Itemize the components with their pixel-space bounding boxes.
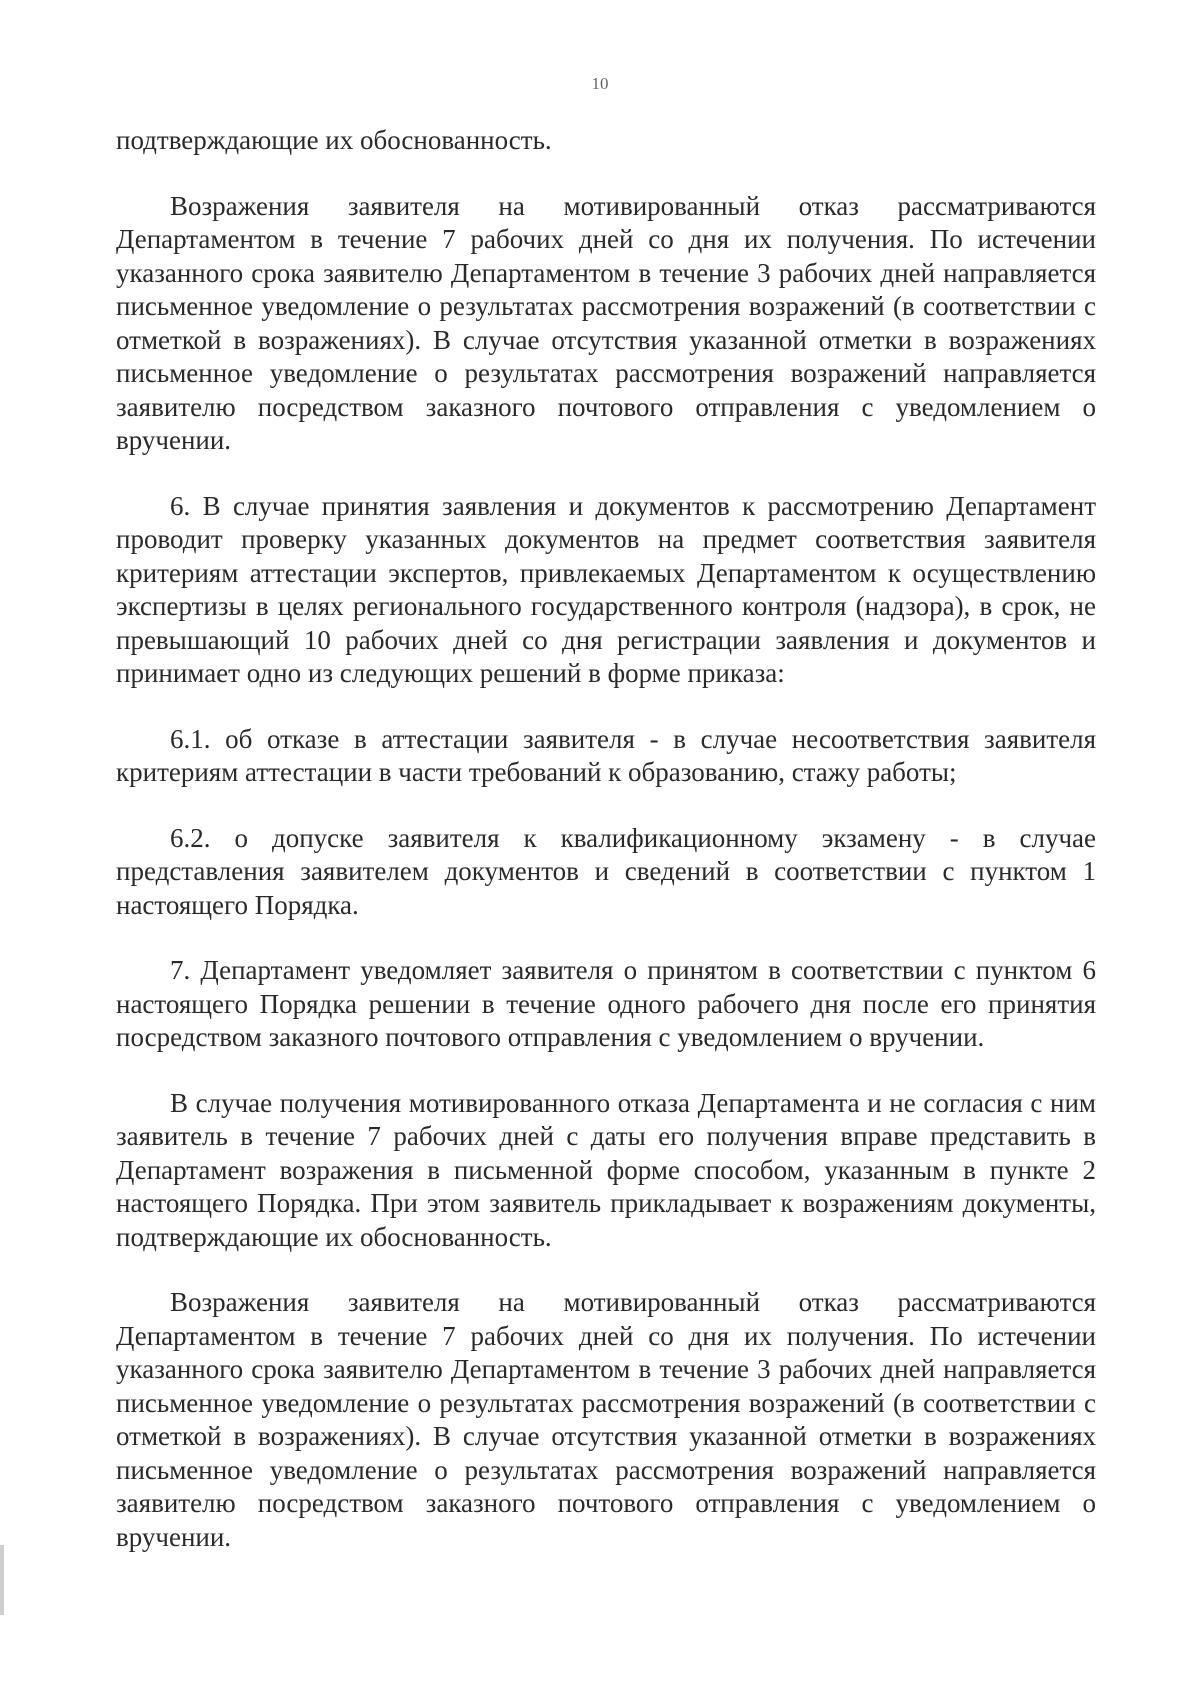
paragraph-item-7: 7. Департамент уведомляет заявителя о принятом в соответствии с пунктом 6 настоящего Порядка решении в течение одного рабочего дня после его принятия посредством заказного почтового отправления с уведомлением о вручении. bbox=[116, 955, 1096, 1052]
paragraph-refusal-objection: В случае получения мотивированного отказа Департамента и не согласия с ним заявитель в течение 7 рабочих дней с даты его получения вправе представить в Департамент возражения в письменной форме способом, указанным в пункте 2 настоящего Порядка. При этом заявитель прикладывает к возражениям документы, подтверждающие их обоснованность. bbox=[116, 1087, 1096, 1252]
paragraph-item-6: 6. В случае принятия заявления и документов к рассмотрению Департамент проводит проверку указанных документов на предмет соответствия заявителя критериям аттестации экспертов, привлекаемых Департаментом к осуществлению экспертизы в целях регионального государственного контроля (надзора), в срок, не превышающий 10 рабочих дней со дня регистрации заявления и документов и принимает одно из следующих решений в форме приказа: bbox=[116, 490, 1096, 688]
paragraph-continuation: подтверждающие их обоснованность. bbox=[116, 125, 552, 155]
paragraph-item-6-1: 6.1. об отказе в аттестации заявителя - в случае несоответствия заявителя критериям аттестации в части требований к образованию, стажу работы; bbox=[116, 723, 1096, 787]
document-body bbox=[116, 124, 1096, 1586]
paragraph-objections-review-repeat: Возражения заявителя на мотивированный отказ рассматриваются Департаментом в течение 7 рабочих дней со дня их получения. По истечении указанного срока заявителю Департаментом в течение 3 рабочих дней направляется письменное уведомление о результатах рассмотрения возражений (в соответствии с отметкой в возражениях). В случае отсутствия указанной отметки в возражениях письменное уведомление о результатах рассмотрения возражений направляется заявителю посредством заказного почтового отправления с уведомлением о вручении. bbox=[116, 1287, 1096, 1552]
page-number: 10 bbox=[591, 74, 609, 93]
paragraph-item-6-2: 6.2. о допуске заявителя к квалификационному экзамену - в случае представления заявителем документов и сведений в соответствии с пунктом 1 настоящего Порядка. bbox=[116, 822, 1096, 920]
paragraph-objections-review: Возражения заявителя на мотивированный отказ рассматриваются Департаментом в течение 7 рабочих дней со дня их получения. По истечении указанного срока заявителю Департаментом в течение 3 рабочих дней направляется письменное уведомление о результатах рассмотрения возражений (в соответствии с отметкой в возражениях). В случае отсутствия указанной отметки в возражениях письменное уведомление о результатах рассмотрения возражений направляется заявителю посредством заказного почтового отправления с уведомлением о вручении. bbox=[116, 190, 1096, 455]
scan-edge-mark bbox=[0, 1545, 4, 1615]
